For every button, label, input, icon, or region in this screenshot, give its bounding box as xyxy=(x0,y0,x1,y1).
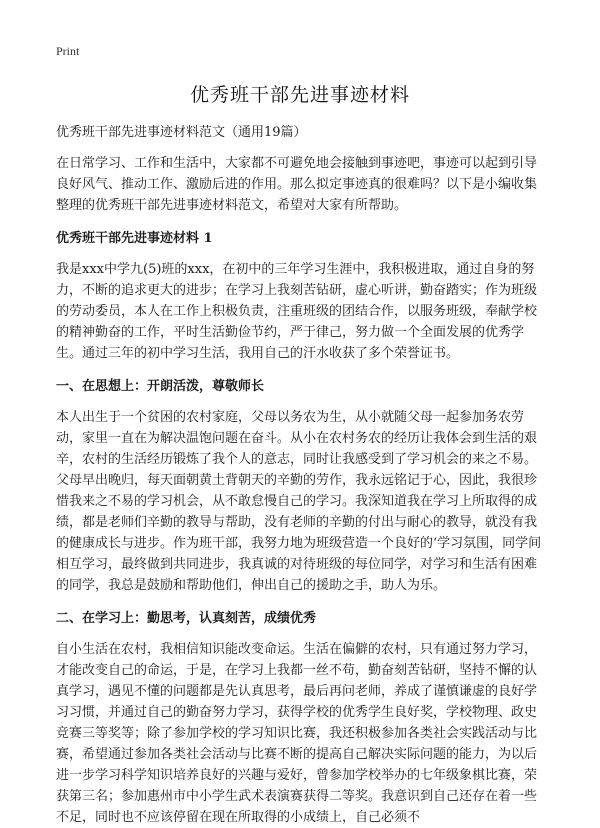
document-body xyxy=(56,122,546,828)
document-subtitle: 优秀班干部先进事迹材料范文（通用19篇） xyxy=(56,125,307,140)
study-heading: 二、在学习上：勤思考，认真刻苦，成绩优秀 xyxy=(56,611,317,626)
document-title: 优秀班干部先进事迹材料 xyxy=(189,84,410,106)
thought-heading: 一、在思想上：开朗活泼，尊敬师长 xyxy=(56,379,265,394)
section-1-heading: 优秀班干部先进事迹材料 1 xyxy=(56,231,213,246)
section-1-paragraph: 我是xxx中学九(5)班的xxx，在初中的三年学习生涯中，我积极进取，通过自身的努力，不断的追求更大的进步；在学习上我刻苦钻研，虚心听讲，勤奋踏实；作为班级的劳动委员，本人在工作上积极负责，注重班级的团结合作，以服务班级，奉献学校的精神勤奋的工作，平时生活勤俭节约，严于律己，努力做一个全面发展的优秀学生。通过三年的初中学习生活，我用自己的汗水收获了多个荣誉证书。 xyxy=(56,262,538,361)
study-paragraph: 自小生活在农村，我相信知识能改变命运。生活在偏僻的农村，只有通过努力学习，才能改变自己的命运，于是，在学习上我都一丝不苟，勤奋刻苦钻研，坚持不懈的认真学习，遇见不懂的问题都是先认真思考，最后再问老师，养成了谨慎谦虚的良好学习习惯，并通过自己的勤奋努力学习，获得学校的优秀学生良好奖，学校物理、政史竞赛三等奖等；除了参加学校的学习知识比赛，我还积极参加各类社会实践活动与比赛，希望通过参加各类社会活动与比赛不断的提高自己解决实际问题的能力，为以后进一步学习科学知识培养良好的兴趣与爱好，曾参加学校举办的七年级象棋比赛，荣获第三名；参加惠州市中小学生武术表演赛获得二等奖。我意识到自己还存在着一些不足，同时也不应该停留在现在所取得的小成绩上，自己必须不 xyxy=(56,642,538,825)
thought-paragraph: 本人出生于一个贫困的农村家庭，父母以务农为生，从小就随父母一起参加务农劳动，家里一直在为解决温饱问题在奋斗。从小在农村务农的经历让我体会到生活的艰辛，农村的生活经历锻炼了我个人的意志，同时让我感受到了学习机会的来之不易。父母早出晚归，每天面朝黄土背朝天的辛勤的劳作，我永远铭记于心，因此，我很珍惜我来之不易的学习机会，从不敢怠慢自己的学习。我深知道我在学习上所取得的成绩，都是老师们辛勤的教导与帮助，没有老师的辛勤的付出与耐心的教导，就没有我的健康成长与进步。作为班干部，我努力地为班级营造一个良好的‘学习氛围，同学间相互学习，最终做到共同进步，我真诚的对待班级的每位同学，对学习和生活有困难的同学，我总是鼓励和帮助他们，伸出自己的援助之手，助人为乐。 xyxy=(56,410,542,593)
print-label: Print xyxy=(56,44,80,58)
intro-paragraph: 在日常学习、工作和生活中，大家都不可避免地会接触到事迹吧，事迹可以起到引导良好风气、推动工作、激励后进的作用。那么拟定事迹真的很难吗？以下是小编收集整理的优秀班干部先进事迹材料范文，希望对大家有所帮助。 xyxy=(56,156,538,213)
